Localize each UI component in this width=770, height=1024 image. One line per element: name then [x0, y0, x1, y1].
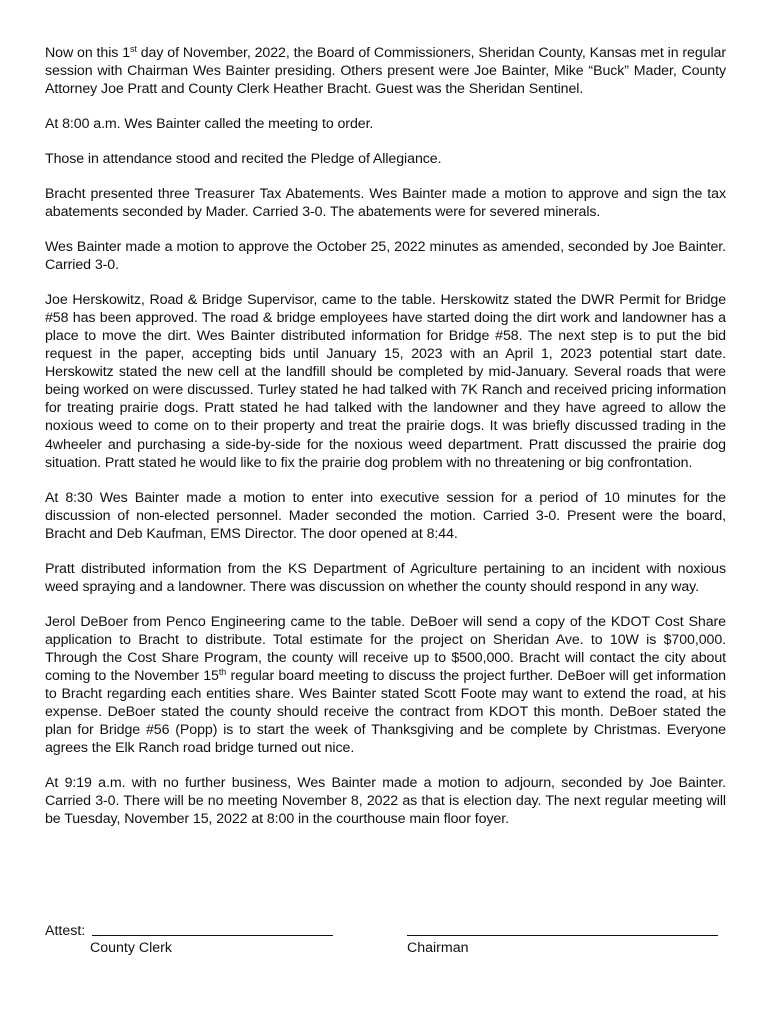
paragraph-minutes-approval: Wes Bainter made a motion to approve the October 25, 2022 minutes as amended, seconded by Joe Bainter. Carried 3-0. [45, 238, 726, 273]
kdot-text-a: Jerol DeBoer from Penco Engineering came to the table. DeBoer will send a copy of the KDOT Cost Share application to Bracht to distribute. Total estimate for the project on Sheridan Ave. to 10W is $700,000. Through the Cost Share Program, the county will receive up to $500,000. Bracht will contact the city about coming to the November 15 [45, 613, 726, 684]
paragraph-noxious-weed: Pratt distributed information from the KS Department of Agriculture pertaining to an incident with noxious weed spraying and a landowner. There was discussion on whether the county should respond in any way. [45, 560, 726, 595]
paragraph-executive-session: At 8:30 Wes Bainter made a motion to enter into executive session for a period of 10 minutes for the discussion of non-elected personnel. Mader seconded the motion. Carried 3-0. Present were the board, Bracht and Deb Kaufman, EMS Director. The door opened at 8:44. [45, 489, 726, 542]
signature-block [45, 922, 726, 962]
ordinal-suffix: th [218, 666, 227, 677]
ordinal-suffix: st [130, 44, 137, 54]
minutes-body [45, 44, 726, 845]
paragraph-opening [45, 44, 726, 98]
opening-text-b: day of November, 2022, the Board of Commissioners, Sheridan County, Kansas met in regular session with Chairman Wes Bainter presiding. Others present were Joe Bainter, Mike “Buck” Mader, County Attorney Joe Pratt and County Clerk Heather Bracht. Guest was the Sheridan Sentinel. [45, 45, 727, 98]
opening-text-a: Now on this 1 [45, 45, 131, 61]
paragraph-call-to-order: At 8:00 a.m. Wes Bainter called the meeting to order. [45, 116, 374, 133]
paragraph-kdot-cost-share [45, 613, 726, 758]
attest-label: Attest: [45, 923, 86, 939]
chairman-signature-line [407, 935, 718, 936]
clerk-signature-line [92, 935, 333, 936]
county-clerk-title: County Clerk [90, 940, 173, 956]
paragraph-tax-abatements: Bracht presented three Treasurer Tax Abatements. Wes Bainter made a motion to approve and sign the tax abatements seconded by Mader. Carried 3-0. The abatements were for severed minerals. [45, 185, 726, 220]
chairman-title: Chairman [407, 940, 469, 956]
paragraph-adjournment: At 9:19 a.m. with no further business, Wes Bainter made a motion to adjourn, seconded by Joe Bainter. Carried 3-0. There will be no meeting November 8, 2022 as that is election day. The next regular meeting will be Tuesday, November 15, 2022 at 8:00 in the courthouse main floor foyer. [45, 775, 726, 828]
paragraph-pledge: Those in attendance stood and recited the Pledge of Allegiance. [45, 150, 442, 167]
kdot-text-b: regular board meeting to discuss the project further. DeBoer will get information to Bracht regarding each entities share. Wes Bainter stated Scott Foote may want to extend the road, at his expense. DeBoer stated the county should receive the contract from KDOT this month. DeBoer stated the plan for Bridge #56 (Popp) is to start the week of Thanksgiving and be complete by Christmas. Everyone agrees the Elk Ranch road bridge turned out nice. [45, 667, 726, 757]
paragraph-road-bridge: Joe Herskowitz, Road & Bridge Supervisor, came to the table. Herskowitz stated the DWR Permit for Bridge #58 has been approved. The road & bridge employees have started doing the dirt work and landowner has a place to move the dirt. Wes Bainter distributed information for Bridge #58. The next step is to put the bid request in the paper, accepting bids until January 15, 2023 with an April 1, 2023 potential start date. Herskowitz stated the new cell at the landfill should be completed by mid-January. Several roads that were being worked on were discussed. Turley stated he had talked with 7K Ranch and received pricing information for treating prairie dogs. Pratt stated he had talked with the landowner and they have agreed to allow the noxious weed to come on to their property and treat the prairie dogs. It was briefly discussed trading in the 4wheeler and purchasing a side-by-side for the noxious weed department. Pratt discussed the prairie dog situation. Pratt stated he would like to fix the prairie dog problem with no threatening or big confrontation. [45, 291, 726, 471]
